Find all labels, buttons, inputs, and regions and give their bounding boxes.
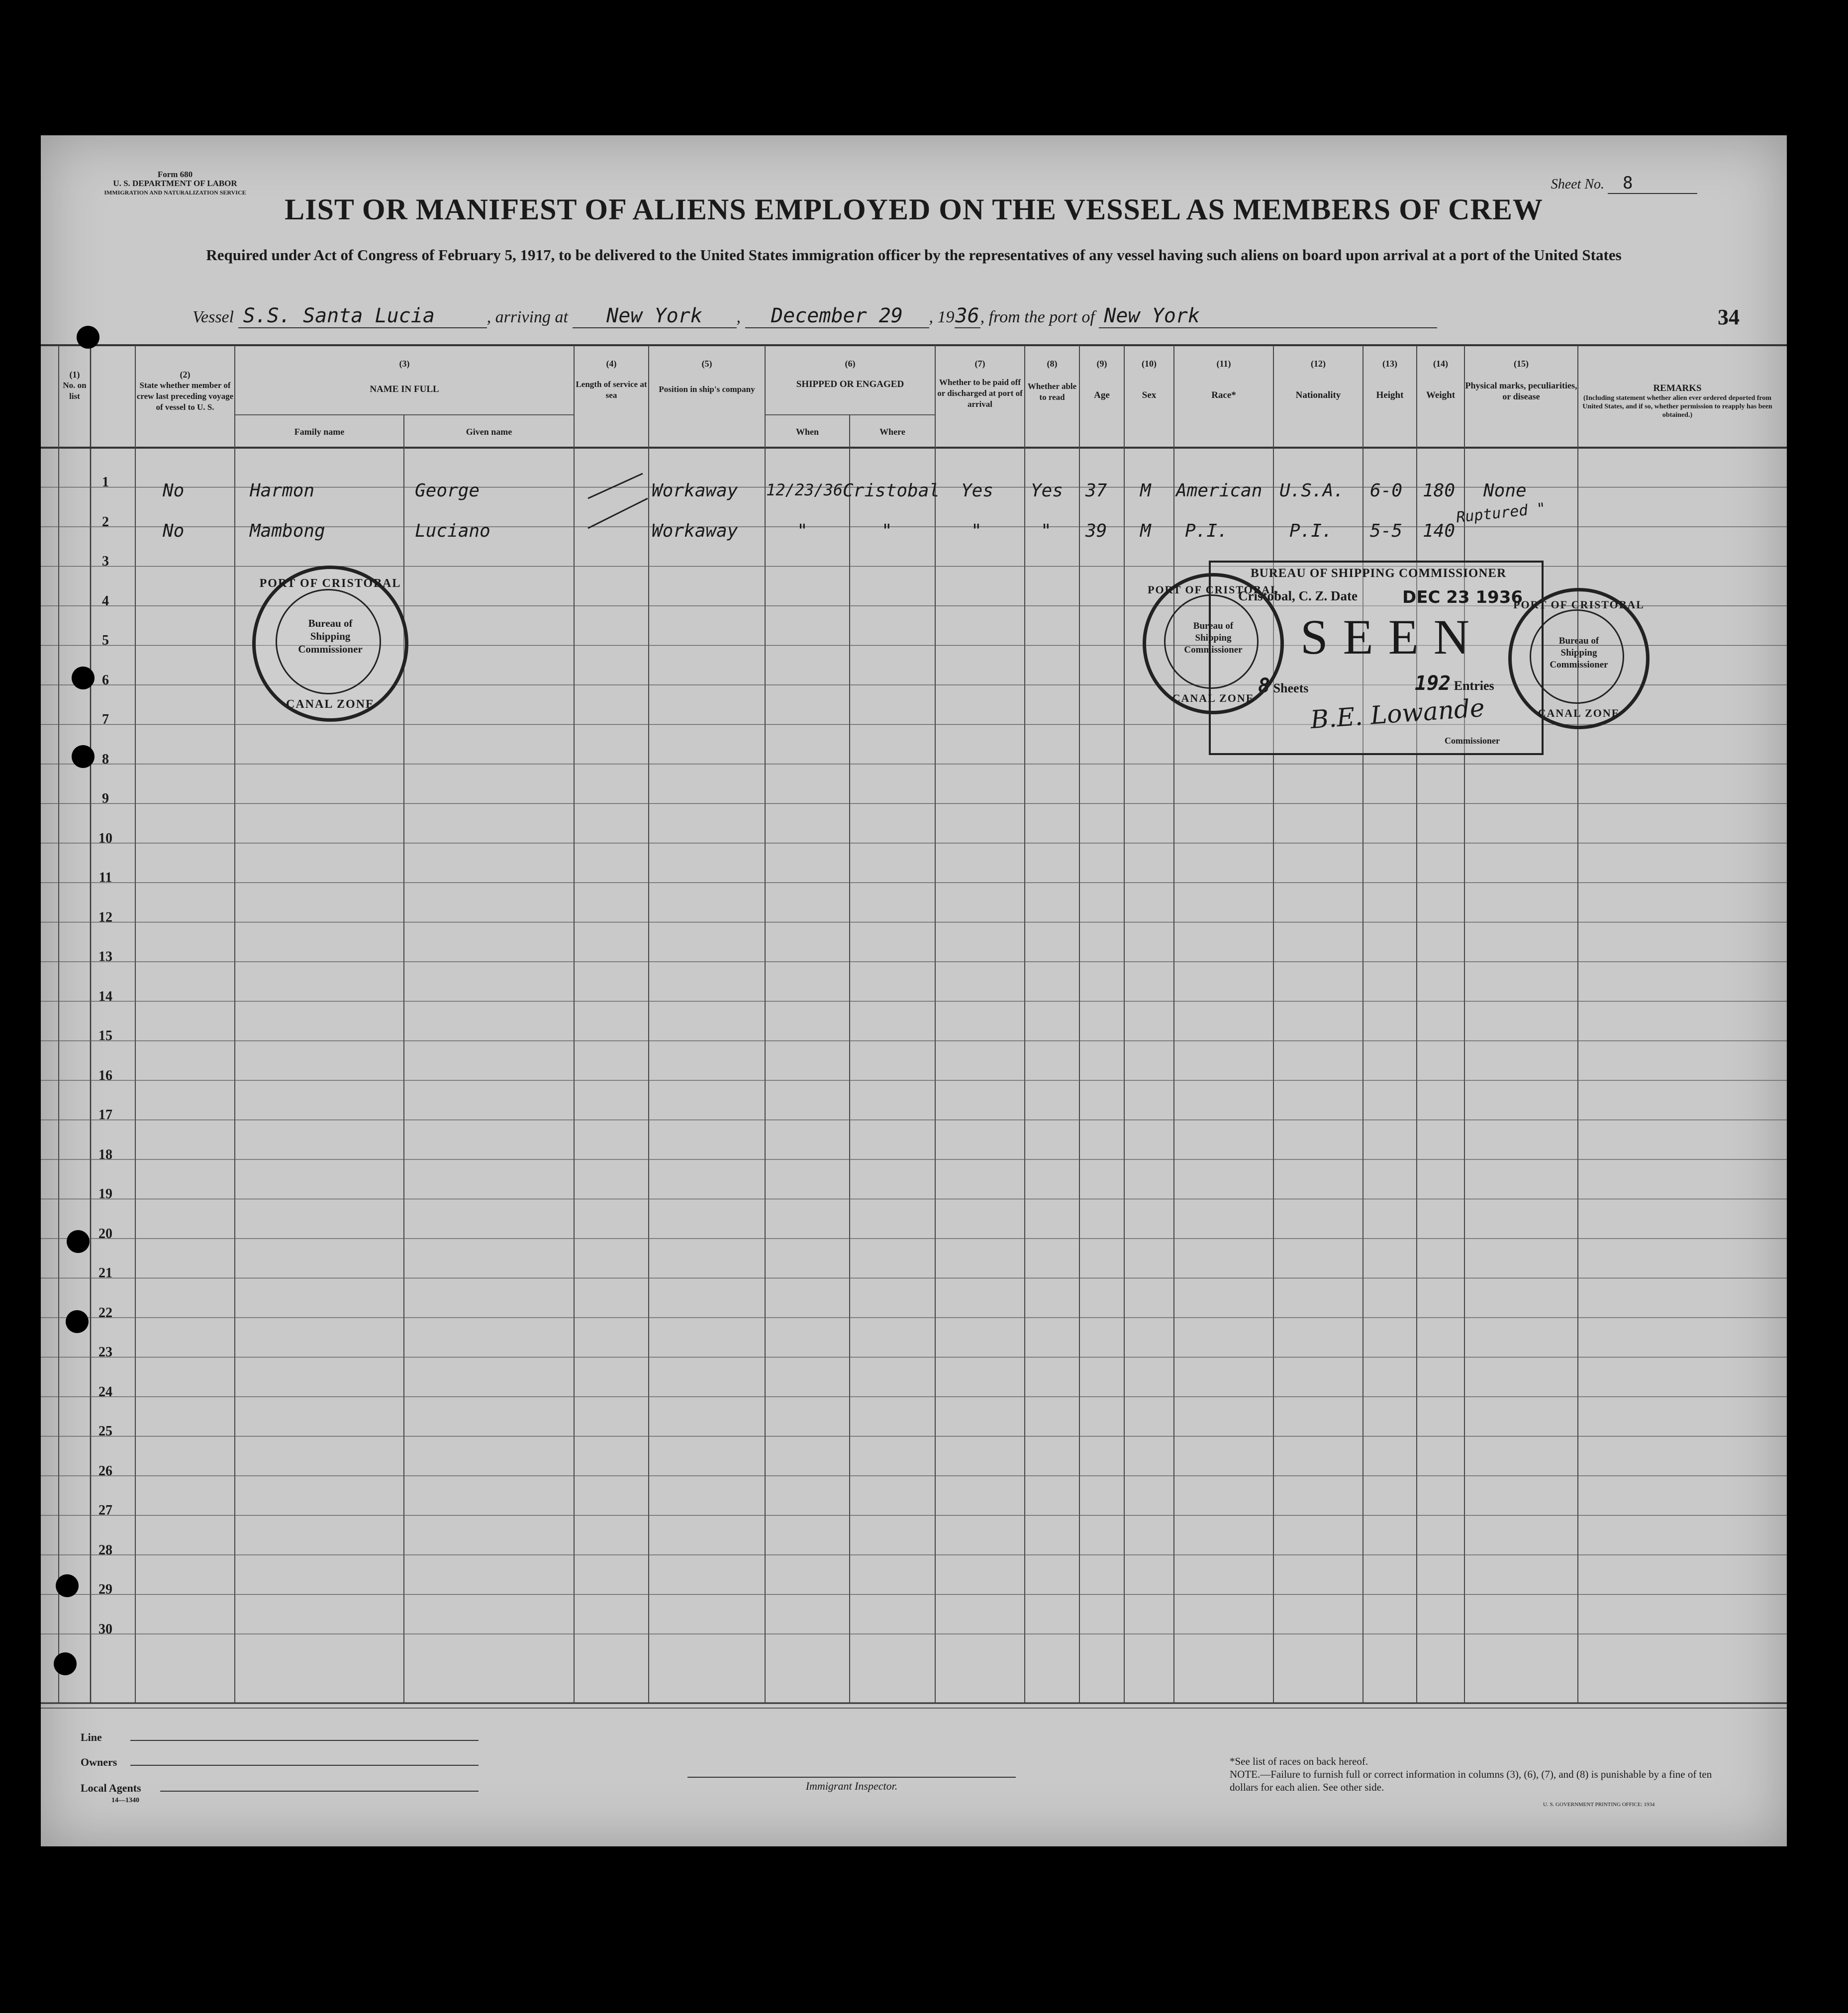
binder-hole — [66, 1310, 89, 1333]
col-label: Length of service at sea — [576, 380, 647, 400]
page-title: LIST OR MANIFEST OF ALIENS EMPLOYED ON THE VESSEL AS MEMBERS OF CREW — [285, 193, 1543, 226]
given-name-header: Given name — [466, 427, 512, 437]
local-agents-blank — [160, 1791, 479, 1792]
row1-race: American — [1176, 480, 1263, 501]
row2-marks: Ruptured " — [1455, 499, 1547, 527]
row1-family-name: Harmon — [250, 480, 315, 501]
col8-header — [1025, 358, 1079, 403]
row2-position: Workaway — [652, 521, 738, 541]
row2-age: 39 — [1085, 521, 1107, 541]
sheet-label: Sheet No. — [1551, 177, 1604, 192]
row-number: 3 — [102, 554, 109, 569]
col13-header — [1363, 358, 1417, 401]
row-number: 15 — [98, 1028, 112, 1044]
arriving-label: , arriving at — [486, 308, 568, 326]
row2-able-to-read: " — [1041, 521, 1052, 541]
row1-sex: M — [1140, 480, 1151, 501]
arriving-port: New York — [573, 304, 737, 328]
row1-prev-voyage: No — [163, 480, 185, 501]
col-number: (3) — [399, 359, 410, 369]
col-number: (6) — [845, 359, 856, 369]
row1-when: 12/23/36 — [766, 480, 843, 499]
col1-header — [59, 369, 91, 402]
row-number: 13 — [98, 949, 112, 964]
row-number: 9 — [102, 791, 109, 806]
row2-height: 5-5 — [1370, 521, 1403, 541]
row-number: 21 — [98, 1265, 112, 1281]
col15-header — [1464, 358, 1578, 402]
row-number: 5 — [102, 633, 109, 648]
row-number: 4 — [102, 593, 109, 609]
remarks-header — [1578, 383, 1777, 419]
department-name: U. S. DEPARTMENT OF LABOR — [113, 179, 237, 188]
footer-notes — [1230, 1755, 1722, 1794]
row-number: 28 — [98, 1542, 112, 1558]
sheets-count: 8 — [1258, 674, 1270, 697]
col-label: Age — [1094, 390, 1110, 400]
page-number: 34 — [1718, 305, 1740, 329]
row-number: 1 — [102, 475, 109, 490]
row-number: 22 — [98, 1305, 112, 1321]
row-number: 14 — [98, 988, 112, 1004]
col-number: (2) — [180, 370, 191, 380]
row-number: 7 — [102, 712, 109, 727]
immigrant-inspector-line: Immigrant Inspector. — [687, 1777, 1016, 1793]
col-number: (10) — [1142, 359, 1157, 369]
col-label: Race* — [1211, 390, 1236, 400]
owners-blank — [130, 1765, 479, 1766]
arrival-date: December 29 — [745, 304, 929, 328]
vessel-name: S.S. Santa Lucia — [238, 304, 487, 328]
row-number: 24 — [98, 1384, 112, 1400]
from-label: , from the port of — [980, 308, 1095, 326]
line-label: Line — [81, 1731, 102, 1743]
row1-height: 6-0 — [1370, 480, 1403, 501]
row1-where: Cristobal — [843, 480, 940, 501]
voyage-line: Vessel S.S. Santa Lucia , arriving at New York , December 29 , 1936, from the port of New York — [193, 304, 1437, 328]
col-label: Weight — [1426, 390, 1456, 400]
col-label: Nationality — [1295, 390, 1341, 400]
row1-paid-off: Yes — [961, 480, 994, 501]
page-subtitle: Required under Act of Congress of February 5, 1917, to be delivered to the United States immigration officer by the representatives of any vessel having such aliens on board upon arrival at a port of the United States — [206, 246, 1622, 264]
row-number: 10 — [98, 830, 112, 846]
col-number: (12) — [1311, 359, 1326, 369]
row-number: 23 — [98, 1344, 112, 1360]
row2-where: " — [881, 521, 892, 541]
vessel-label: Vessel — [193, 308, 234, 326]
row2-given-name: Luciano — [415, 521, 490, 541]
col-label: Whether to be paid off or discharged at port of arrival — [937, 378, 1023, 409]
when-header: When — [795, 427, 819, 437]
port-of-cristobal-stamp-3 — [1508, 588, 1650, 729]
binder-hole — [72, 745, 95, 768]
penalty-note: NOTE.—Failure to furnish full or correct information in columns (3), (6), (7), and (8) is punishable by a fine of ten dollars for each alien. See other side. — [1230, 1768, 1712, 1793]
races-note: *See list of races on back hereof. — [1230, 1755, 1368, 1767]
manifest-sheet — [41, 135, 1787, 1846]
commissioner-label: Commissioner — [1445, 736, 1500, 746]
row2-nationality: P.I. — [1289, 521, 1333, 541]
year-prefix: , 19 — [929, 308, 955, 326]
col2-header — [135, 369, 235, 413]
commissioner-signature: B.E. Lowande — [1309, 693, 1486, 735]
col14-header — [1417, 358, 1464, 401]
sheets-label: Sheets — [1273, 681, 1309, 695]
row-number: 18 — [98, 1147, 112, 1162]
col-label: NAME IN FULL — [370, 384, 439, 394]
row2-family-name: Mambong — [250, 521, 325, 541]
line-field — [81, 1731, 479, 1744]
binder-hole — [77, 326, 99, 349]
row-number: 20 — [98, 1226, 112, 1242]
row-number: 26 — [98, 1463, 112, 1479]
col-label: Whether able to read — [1027, 382, 1077, 402]
row-number: 2 — [102, 514, 109, 530]
binder-hole — [67, 1230, 90, 1253]
owners-label: Owners — [81, 1756, 117, 1768]
col-label: Position in ship's company — [659, 384, 755, 394]
col12-header — [1273, 358, 1363, 401]
col-number: (9) — [1096, 359, 1107, 369]
stamp-bottom-text: CANAL ZONE — [1172, 692, 1255, 704]
row1-given-name: George — [415, 480, 480, 501]
col-label: Height — [1376, 390, 1404, 400]
form-number: Form 680 — [157, 170, 193, 179]
row-number: 19 — [98, 1186, 112, 1202]
seen-place: Cristobal, C. Z. Date — [1238, 588, 1358, 603]
col5-header — [649, 358, 765, 395]
row-number: 27 — [98, 1503, 112, 1518]
binder-hole — [72, 667, 95, 689]
col9-header — [1079, 358, 1124, 401]
arrival-year: 36 — [955, 304, 979, 327]
length-of-service-dash-marks — [578, 464, 653, 533]
local-agents-label: Local Agents — [81, 1782, 141, 1794]
col-number: (11) — [1216, 359, 1231, 369]
col7-header — [935, 358, 1025, 410]
row2-weight: 140 — [1423, 521, 1456, 541]
col-label: REMARKS — [1653, 383, 1702, 393]
col-number: (5) — [701, 359, 712, 369]
col3-header — [235, 358, 574, 395]
col-label: No. on list — [63, 381, 87, 401]
col-number: (1) — [69, 370, 80, 380]
binder-hole — [56, 1574, 79, 1597]
row2-when: " — [797, 521, 808, 541]
row1-position: Workaway — [652, 480, 738, 501]
row-number: 17 — [98, 1107, 112, 1123]
printer-imprint: U. S. GOVERNMENT PRINTING OFFICE: 1934 — [1543, 1802, 1655, 1808]
row2-race: P.I. — [1185, 521, 1228, 541]
stamp-center-text: Bureau of Shipping Commissioner — [1550, 636, 1608, 670]
row1-weight: 180 — [1423, 480, 1456, 501]
row-number: 16 — [98, 1067, 112, 1083]
owners-field — [81, 1756, 479, 1769]
col-number: (14) — [1433, 359, 1448, 369]
col-label: SHIPPED OR ENGAGED — [796, 379, 904, 389]
col11-header — [1174, 358, 1273, 401]
line-blank — [130, 1740, 479, 1741]
seen-word: SEEN — [1300, 609, 1484, 665]
port-of-cristobal-stamp — [252, 566, 408, 722]
remarks-sub: (Including statement whether alien ever ordered deported from United States, and if so, whether permission to reapply has been obtained.) — [1582, 394, 1772, 419]
col-number: (7) — [974, 359, 985, 369]
row2-paid-off: " — [971, 521, 982, 541]
entries-label: Entries — [1454, 678, 1494, 693]
col10-header — [1124, 358, 1174, 401]
binder-hole — [54, 1652, 77, 1675]
row-number: 11 — [98, 870, 112, 885]
col-label: Physical marks, peculiarities, or disease — [1465, 381, 1577, 401]
stamp-top-text: PORT OF CRISTOBAL — [1513, 598, 1645, 611]
row1-able-to-read: Yes — [1031, 480, 1064, 501]
stamp-top-text: PORT OF CRISTOBAL — [259, 577, 401, 590]
row1-age: 37 — [1085, 480, 1107, 501]
col-number: (8) — [1047, 359, 1058, 369]
row2-prev-voyage: No — [163, 521, 185, 541]
stamp-bottom-text: CANAL ZONE — [286, 698, 375, 711]
row-number: 29 — [98, 1582, 112, 1597]
port-of-cristobal-stamp-2 — [1143, 573, 1284, 714]
row-number: 12 — [98, 909, 112, 925]
where-header: Where — [879, 427, 905, 437]
row2-sex: M — [1140, 521, 1151, 541]
family-name-header: Family name — [294, 427, 345, 437]
stamp-center-text: Bureau of Shipping Commissioner — [1184, 621, 1243, 655]
stamp-top-text: PORT OF CRISTOBAL — [1148, 583, 1279, 596]
from-port: New York — [1099, 304, 1437, 328]
col-number: (15) — [1514, 359, 1529, 369]
seen-header: BUREAU OF SHIPPING COMMISSIONER — [1251, 567, 1507, 580]
row-number: 6 — [102, 672, 109, 688]
service-name: IMMIGRATION AND NATURALIZATION SERVICE — [104, 189, 246, 196]
form-code: 14—1340 — [111, 1797, 139, 1804]
col-label: State whether member of crew last preceding voyage of vessel to U. S. — [136, 381, 234, 412]
stamp-center-text: Bureau of Shipping Commissioner — [298, 617, 363, 655]
seen-date: DEC 23 1936 — [1402, 587, 1523, 607]
row1-nationality: U.S.A. — [1279, 480, 1345, 501]
entries-count-field — [1415, 672, 1494, 695]
row-number: 30 — [98, 1621, 112, 1637]
sheet-number: 8 — [1608, 173, 1697, 194]
col-number: (13) — [1382, 359, 1397, 369]
entries-count: 192 — [1415, 672, 1451, 695]
row-number: 25 — [98, 1424, 112, 1439]
col-label: Sex — [1142, 390, 1157, 400]
local-agents-field — [81, 1782, 479, 1795]
row-number: 8 — [102, 751, 109, 767]
row1-marks: None — [1483, 480, 1527, 501]
col6-header — [765, 358, 935, 390]
stamp-bottom-text: CANAL ZONE — [1538, 707, 1620, 719]
col4-header — [574, 358, 649, 401]
col-number: (4) — [606, 359, 617, 369]
